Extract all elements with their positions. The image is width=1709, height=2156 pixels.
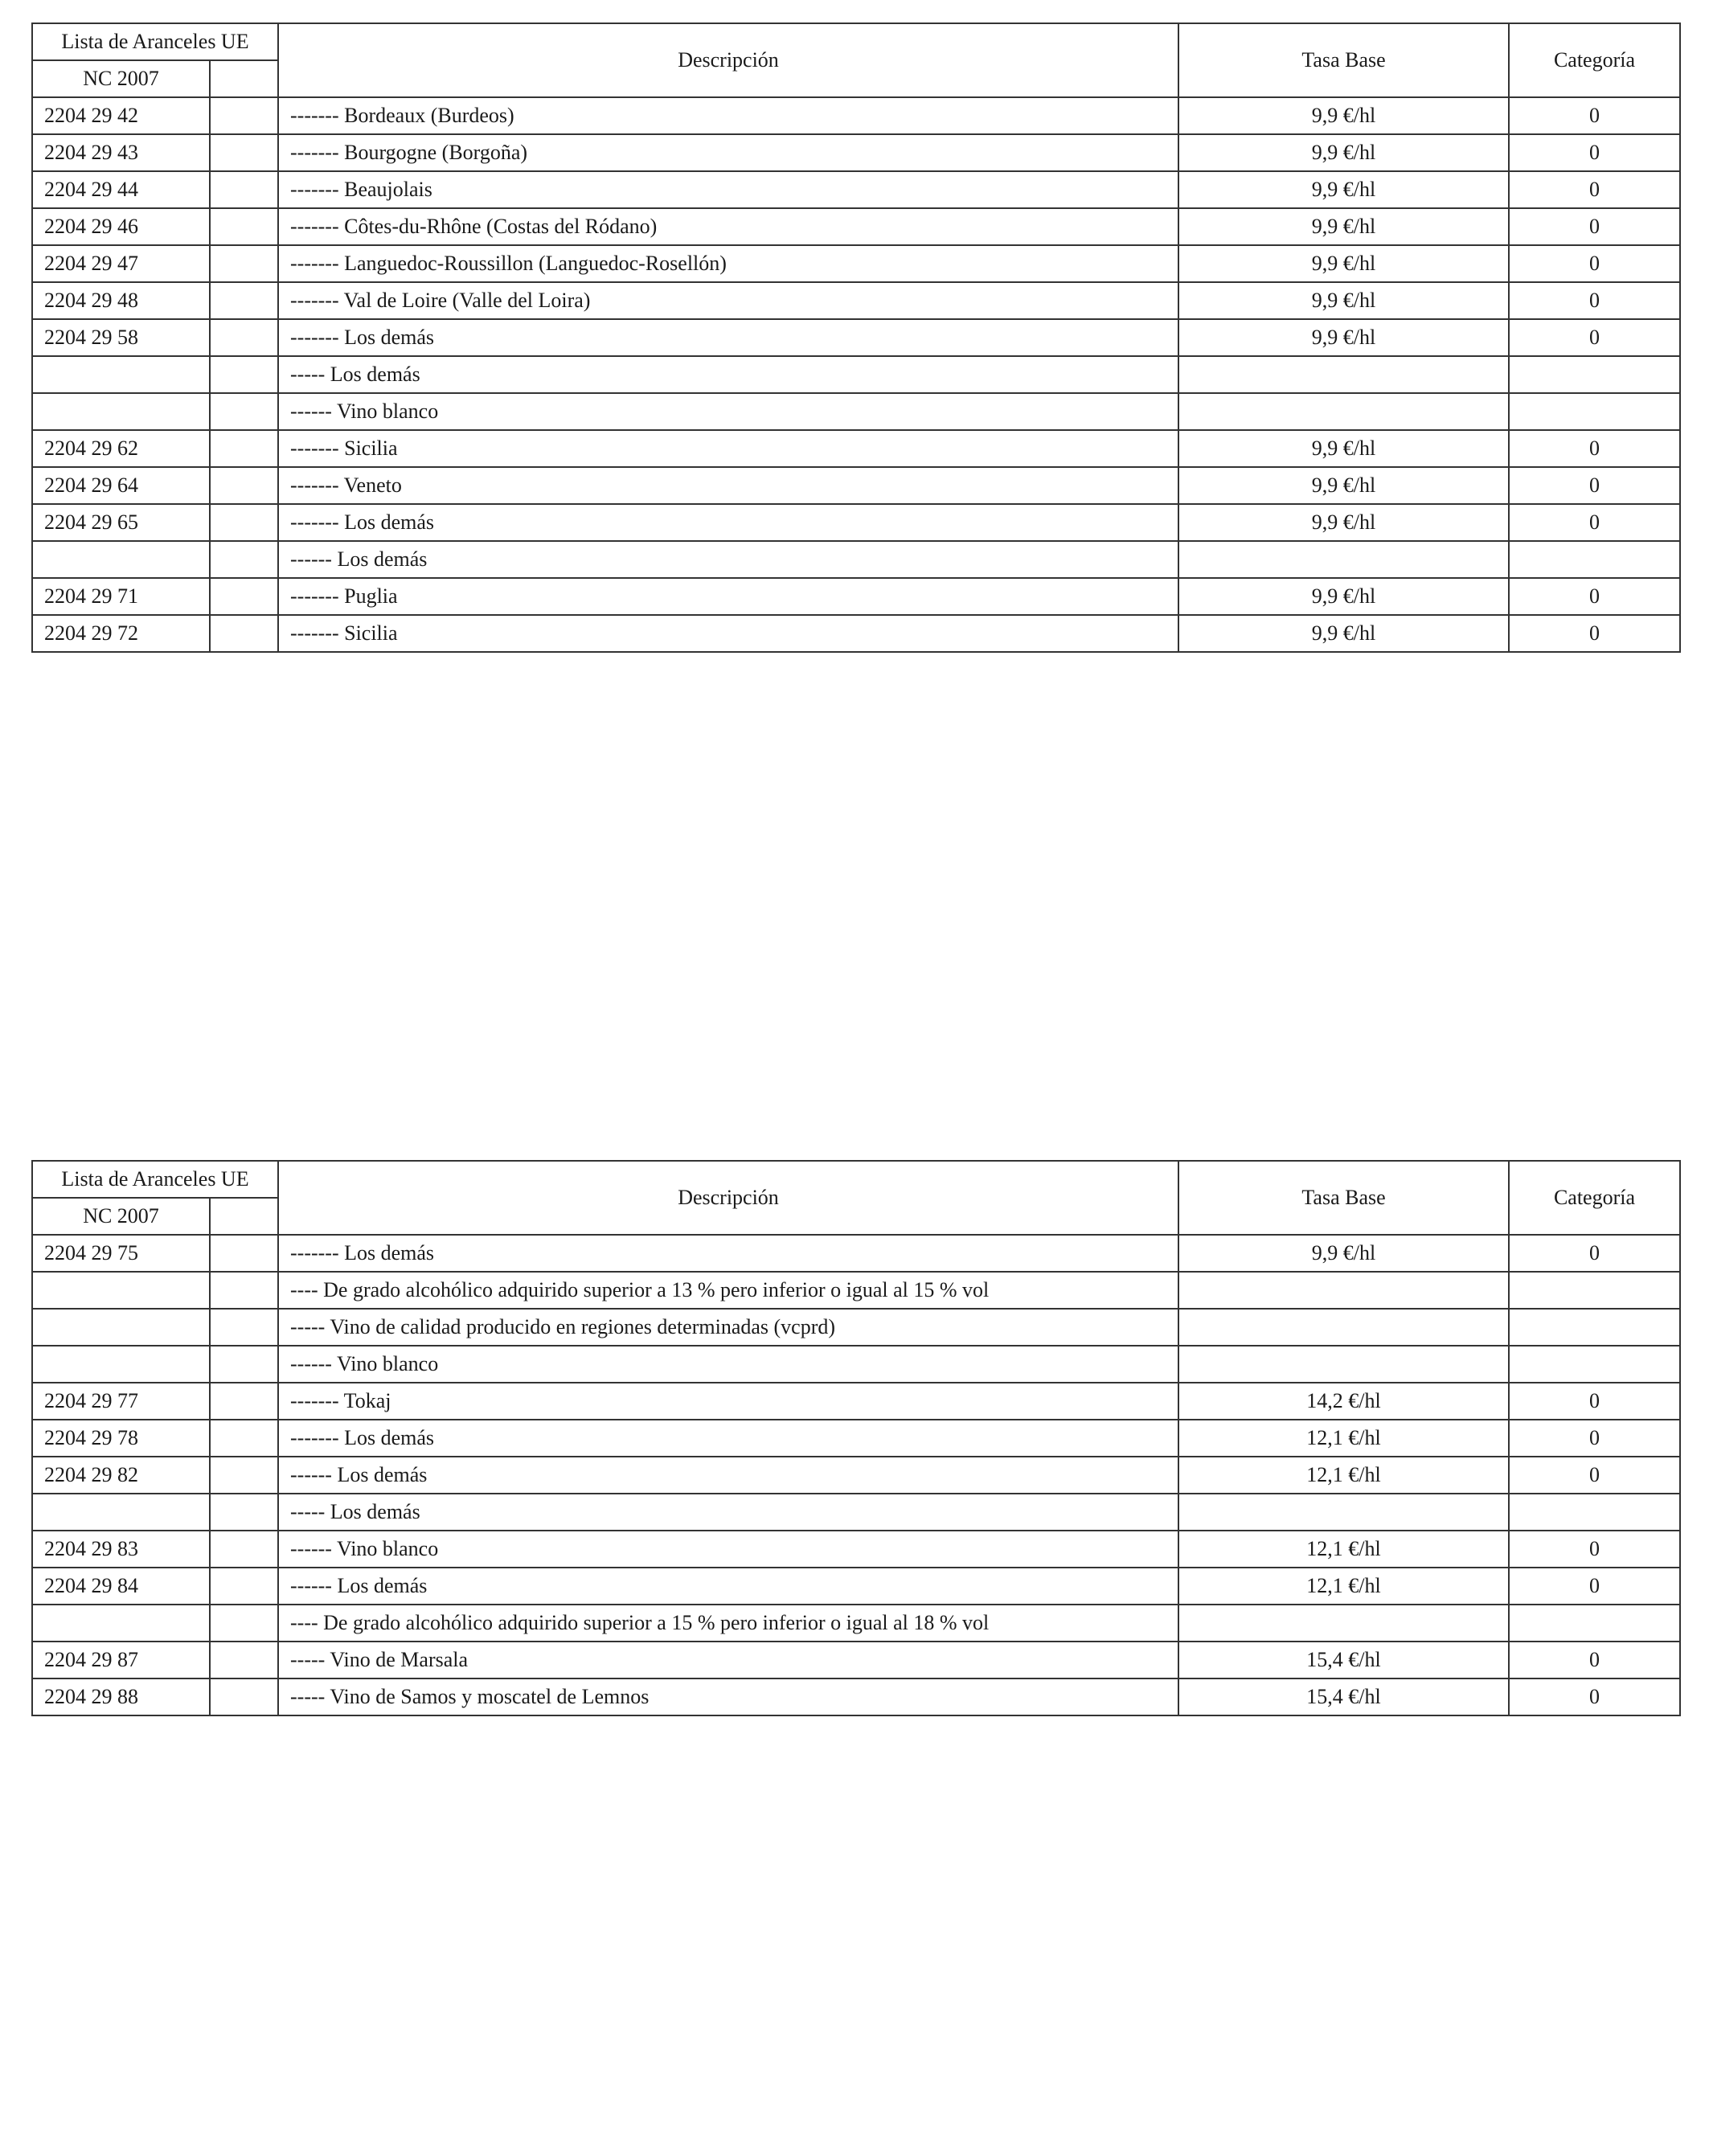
category-cell: 0 — [1509, 319, 1680, 356]
header-category: Categoría — [1509, 1161, 1680, 1235]
table-row — [32, 356, 1680, 393]
description-cell: ------ Los demás — [278, 541, 1178, 578]
description-cell: ------ Los demás — [278, 1457, 1178, 1494]
nc-code-cell — [32, 393, 210, 430]
header-nc-label: NC 2007 — [32, 1198, 210, 1235]
base-rate-cell: 9,9 €/hl — [1178, 134, 1509, 171]
description-cell: ------- Los demás — [278, 1235, 1178, 1272]
nc-code-cell: 2204 29 48 — [32, 282, 210, 319]
blank-cell — [210, 467, 278, 504]
header-list-label: Lista de Aranceles UE — [32, 23, 278, 60]
nc-code-cell: 2204 29 72 — [32, 615, 210, 652]
nc-code-cell: 2204 29 43 — [32, 134, 210, 171]
blank-cell — [210, 504, 278, 541]
table-row — [32, 134, 1680, 171]
blank-cell — [210, 1235, 278, 1272]
description-cell: ------- Los demás — [278, 319, 1178, 356]
nc-code-cell: 2204 29 75 — [32, 1235, 210, 1272]
description-cell: ------- Sicilia — [278, 615, 1178, 652]
table-row — [32, 97, 1680, 134]
description-cell: ------- Sicilia — [278, 430, 1178, 467]
nc-code-cell — [32, 541, 210, 578]
nc-code-cell — [32, 1309, 210, 1346]
header-description: Descripción — [278, 1161, 1178, 1235]
category-cell — [1509, 393, 1680, 430]
category-cell: 0 — [1509, 171, 1680, 208]
nc-code-cell — [32, 1346, 210, 1383]
description-cell: ---- De grado alcohólico adquirido superior a 15 % pero inferior o igual al 18 % vol — [278, 1605, 1178, 1642]
table-row — [32, 1678, 1680, 1715]
category-cell: 0 — [1509, 245, 1680, 282]
nc-code-cell: 2204 29 44 — [32, 171, 210, 208]
category-cell — [1509, 541, 1680, 578]
base-rate-cell: 14,2 €/hl — [1178, 1383, 1509, 1420]
blank-cell — [210, 541, 278, 578]
blank-cell — [210, 1457, 278, 1494]
blank-cell — [210, 208, 278, 245]
blank-cell — [210, 245, 278, 282]
base-rate-cell: 9,9 €/hl — [1178, 171, 1509, 208]
blank-cell — [210, 1309, 278, 1346]
category-cell: 0 — [1509, 1568, 1680, 1605]
table-row — [32, 245, 1680, 282]
blank-cell — [210, 97, 278, 134]
blank-cell — [210, 1346, 278, 1383]
table-header-row — [32, 1161, 1680, 1198]
description-cell: ------- Beaujolais — [278, 171, 1178, 208]
table-row — [32, 208, 1680, 245]
nc-code-cell: 2204 29 47 — [32, 245, 210, 282]
description-cell: ------- Côtes-du-Rhône (Costas del Ródano) — [278, 208, 1178, 245]
table-row — [32, 1605, 1680, 1642]
base-rate-cell: 9,9 €/hl — [1178, 208, 1509, 245]
base-rate-cell — [1178, 1494, 1509, 1531]
category-cell: 0 — [1509, 1457, 1680, 1494]
blank-cell — [210, 1494, 278, 1531]
tariff-table — [31, 23, 1681, 653]
description-cell: ------ Los demás — [278, 1568, 1178, 1605]
blank-cell — [210, 1568, 278, 1605]
description-cell: ------- Puglia — [278, 578, 1178, 615]
nc-code-cell: 2204 29 82 — [32, 1457, 210, 1494]
blank-cell — [210, 578, 278, 615]
header-list-label: Lista de Aranceles UE — [32, 1161, 278, 1198]
base-rate-cell — [1178, 393, 1509, 430]
category-cell — [1509, 1309, 1680, 1346]
table-row — [32, 504, 1680, 541]
nc-code-cell — [32, 356, 210, 393]
category-cell: 0 — [1509, 134, 1680, 171]
nc-code-cell: 2204 29 77 — [32, 1383, 210, 1420]
header-blank-cell — [210, 60, 278, 97]
category-cell: 0 — [1509, 615, 1680, 652]
table-row — [32, 467, 1680, 504]
table-row — [32, 393, 1680, 430]
category-cell: 0 — [1509, 1383, 1680, 1420]
base-rate-cell — [1178, 1605, 1509, 1642]
nc-code-cell: 2204 29 46 — [32, 208, 210, 245]
category-cell: 0 — [1509, 430, 1680, 467]
nc-code-cell: 2204 29 83 — [32, 1531, 210, 1568]
nc-code-cell: 2204 29 88 — [32, 1678, 210, 1715]
description-cell: ------- Los demás — [278, 1420, 1178, 1457]
description-cell: ----- Vino de calidad producido en regiones determinadas (vcprd) — [278, 1309, 1178, 1346]
header-rate: Tasa Base — [1178, 23, 1509, 97]
table-row — [32, 1457, 1680, 1494]
nc-code-cell — [32, 1272, 210, 1309]
tariff-table-body — [32, 1161, 1680, 1715]
blank-cell — [210, 1605, 278, 1642]
base-rate-cell: 9,9 €/hl — [1178, 245, 1509, 282]
base-rate-cell — [1178, 356, 1509, 393]
base-rate-cell: 12,1 €/hl — [1178, 1531, 1509, 1568]
base-rate-cell: 9,9 €/hl — [1178, 615, 1509, 652]
nc-code-cell: 2204 29 64 — [32, 467, 210, 504]
table-row — [32, 1235, 1680, 1272]
header-category: Categoría — [1509, 23, 1680, 97]
base-rate-cell: 12,1 €/hl — [1178, 1420, 1509, 1457]
category-cell: 0 — [1509, 1531, 1680, 1568]
blank-cell — [210, 1642, 278, 1678]
base-rate-cell: 9,9 €/hl — [1178, 467, 1509, 504]
table-row — [32, 1568, 1680, 1605]
description-cell: ------- Veneto — [278, 467, 1178, 504]
base-rate-cell: 9,9 €/hl — [1178, 1235, 1509, 1272]
description-cell: ----- Vino de Marsala — [278, 1642, 1178, 1678]
table-row — [32, 171, 1680, 208]
category-cell: 0 — [1509, 282, 1680, 319]
blank-cell — [210, 356, 278, 393]
base-rate-cell: 12,1 €/hl — [1178, 1568, 1509, 1605]
header-description: Descripción — [278, 23, 1178, 97]
nc-code-cell: 2204 29 42 — [32, 97, 210, 134]
description-cell: ---- De grado alcohólico adquirido superior a 13 % pero inferior o igual al 15 % vol — [278, 1272, 1178, 1309]
nc-code-cell: 2204 29 87 — [32, 1642, 210, 1678]
nc-code-cell: 2204 29 78 — [32, 1420, 210, 1457]
base-rate-cell — [1178, 1272, 1509, 1309]
base-rate-cell — [1178, 1309, 1509, 1346]
blank-cell — [210, 1531, 278, 1568]
table-row — [32, 615, 1680, 652]
blank-cell — [210, 1678, 278, 1715]
nc-code-cell: 2204 29 62 — [32, 430, 210, 467]
blank-cell — [210, 319, 278, 356]
blank-cell — [210, 134, 278, 171]
category-cell: 0 — [1509, 208, 1680, 245]
table-row — [32, 319, 1680, 356]
table-row — [32, 1494, 1680, 1531]
table-row — [32, 1383, 1680, 1420]
blank-cell — [210, 430, 278, 467]
nc-code-cell — [32, 1494, 210, 1531]
category-cell: 0 — [1509, 1235, 1680, 1272]
category-cell: 0 — [1509, 97, 1680, 134]
header-nc-label: NC 2007 — [32, 60, 210, 97]
category-cell: 0 — [1509, 504, 1680, 541]
blank-cell — [210, 1420, 278, 1457]
description-cell: ------ Vino blanco — [278, 393, 1178, 430]
category-cell: 0 — [1509, 467, 1680, 504]
nc-code-cell: 2204 29 84 — [32, 1568, 210, 1605]
base-rate-cell: 15,4 €/hl — [1178, 1642, 1509, 1678]
description-cell: ------ Vino blanco — [278, 1346, 1178, 1383]
table-row — [32, 1642, 1680, 1678]
category-cell — [1509, 1494, 1680, 1531]
table-row — [32, 430, 1680, 467]
table-row — [32, 578, 1680, 615]
base-rate-cell: 9,9 €/hl — [1178, 97, 1509, 134]
blank-cell — [210, 282, 278, 319]
description-cell: ------ Vino blanco — [278, 1531, 1178, 1568]
category-cell: 0 — [1509, 578, 1680, 615]
table-row — [32, 1346, 1680, 1383]
table-row — [32, 541, 1680, 578]
table-header-row — [32, 23, 1680, 60]
base-rate-cell: 9,9 €/hl — [1178, 319, 1509, 356]
blank-cell — [210, 1272, 278, 1309]
category-cell — [1509, 356, 1680, 393]
category-cell — [1509, 1272, 1680, 1309]
description-cell: ------- Languedoc-Roussillon (Languedoc-Rosellón) — [278, 245, 1178, 282]
table-row — [32, 1420, 1680, 1457]
nc-code-cell: 2204 29 58 — [32, 319, 210, 356]
description-cell: ----- Los demás — [278, 356, 1178, 393]
tariff-table — [31, 1160, 1681, 1716]
base-rate-cell — [1178, 541, 1509, 578]
category-cell: 0 — [1509, 1678, 1680, 1715]
base-rate-cell: 9,9 €/hl — [1178, 430, 1509, 467]
blank-cell — [210, 1383, 278, 1420]
description-cell: ------- Los demás — [278, 504, 1178, 541]
table-row — [32, 1272, 1680, 1309]
base-rate-cell: 15,4 €/hl — [1178, 1678, 1509, 1715]
blank-cell — [210, 393, 278, 430]
table-row — [32, 1531, 1680, 1568]
table-row — [32, 282, 1680, 319]
description-cell: ------- Bordeaux (Burdeos) — [278, 97, 1178, 134]
base-rate-cell — [1178, 1346, 1509, 1383]
category-cell — [1509, 1346, 1680, 1383]
nc-code-cell: 2204 29 71 — [32, 578, 210, 615]
category-cell — [1509, 1605, 1680, 1642]
blank-cell — [210, 171, 278, 208]
description-cell: ------- Val de Loire (Valle del Loira) — [278, 282, 1178, 319]
base-rate-cell: 9,9 €/hl — [1178, 578, 1509, 615]
category-cell: 0 — [1509, 1642, 1680, 1678]
category-cell: 0 — [1509, 1420, 1680, 1457]
description-cell: ----- Vino de Samos y moscatel de Lemnos — [278, 1678, 1178, 1715]
description-cell: ------- Tokaj — [278, 1383, 1178, 1420]
table-row — [32, 1309, 1680, 1346]
nc-code-cell: 2204 29 65 — [32, 504, 210, 541]
base-rate-cell: 9,9 €/hl — [1178, 282, 1509, 319]
base-rate-cell: 9,9 €/hl — [1178, 504, 1509, 541]
header-blank-cell — [210, 1198, 278, 1235]
base-rate-cell: 12,1 €/hl — [1178, 1457, 1509, 1494]
header-rate: Tasa Base — [1178, 1161, 1509, 1235]
description-cell: ----- Los demás — [278, 1494, 1178, 1531]
nc-code-cell — [32, 1605, 210, 1642]
description-cell: ------- Bourgogne (Borgoña) — [278, 134, 1178, 171]
tariff-table-body — [32, 23, 1680, 652]
blank-cell — [210, 615, 278, 652]
